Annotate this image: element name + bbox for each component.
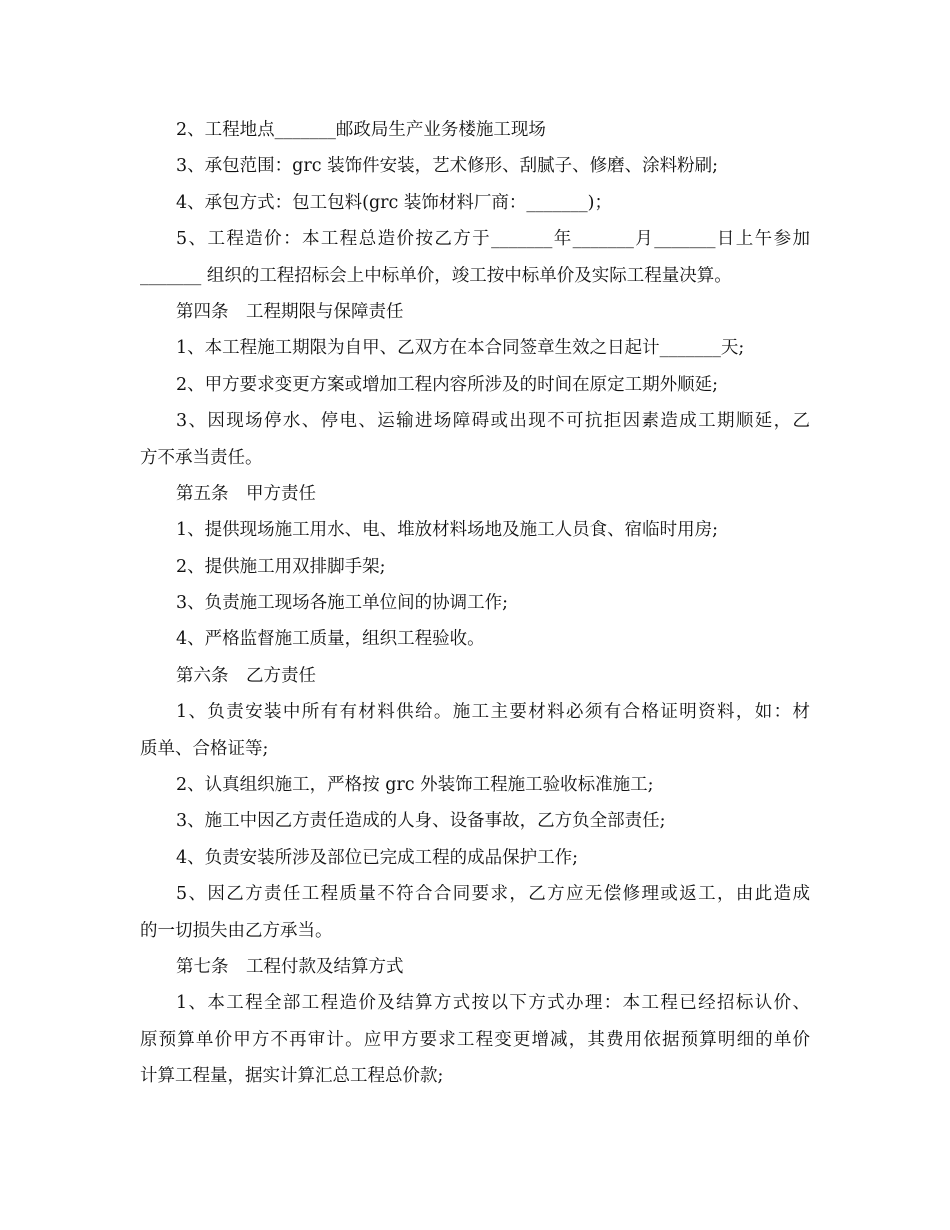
clause-line: 4、严格监督施工质量，组织工程验收。: [176, 629, 485, 650]
clause-line: 3、施工中因乙方责任造成的人身、设备事故，乙方负全部责任;: [176, 811, 666, 832]
clause-line: 5、工程造价：本工程总造价按乙方于_______年_______月_______日上午参加: [176, 229, 810, 250]
article-heading: 第七条 工程付款及结算方式: [176, 956, 404, 977]
clause-line: 质单、合格证等;: [140, 738, 269, 759]
clause-line: 原预算单价甲方不再审计。应甲方要求工程变更增减，其费用依据预算明细的单价: [140, 1029, 810, 1050]
clause-line: 2、甲方要求变更方案或增加工程内容所涉及的时间在原定工期外顺延;: [176, 374, 719, 395]
clause-line: 4、负责安装所涉及部位已完成工程的成品保护工作;: [176, 847, 579, 868]
clause-line: 1、提供现场施工用水、电、堆放材料场地及施工人员食、宿临时用房;: [176, 520, 719, 541]
clause-line: 的一切损失由乙方承当。: [140, 920, 333, 941]
article-heading: 第五条 甲方责任: [176, 483, 316, 504]
clause-line: _______ 组织的工程招标会上中标单价，竣工按中标单价及实际工程量决算。: [140, 265, 732, 286]
clause-line: 1、本工程施工期限为自甲、乙双方在本合同签章生效之日起计_______天;: [176, 338, 745, 359]
clause-line: 4、承包方式：包工包料(grc 装饰材料厂商：_______)；: [176, 192, 612, 213]
clause-line: 1、本工程全部工程造价及结算方式按以下方式办理：本工程已经招标认价、: [176, 993, 810, 1014]
clause-line: 方不承当责任。: [140, 447, 263, 468]
clause-line: 3、负责施工现场各施工单位间的协调工作;: [176, 593, 509, 614]
clause-line: 5、因乙方责任工程质量不符合合同要求，乙方应无偿修理或返工，由此造成: [176, 884, 810, 905]
clause-line: 计算工程量，据实计算汇总工程总价款;: [140, 1066, 444, 1087]
article-heading: 第六条 乙方责任: [176, 665, 316, 686]
clause-line: 2、工程地点_______邮政局生产业务楼施工现场: [176, 120, 546, 140]
clause-line: 2、提供施工用双排脚手架;: [176, 556, 386, 577]
document-page: [140, 112, 810, 1095]
article-heading: 第四条 工程期限与保障责任: [176, 301, 404, 322]
clause-line: 1、负责安装中所有有材料供给。施工主要材料必须有合格证明资料，如：材: [176, 702, 810, 723]
clause-line: 2、认真组织施工，严格按 grc 外装饰工程施工验收标准施工;: [176, 775, 654, 796]
clause-line: 3、因现场停水、停电、运输进场障碍或出现不可抗拒因素造成工期顺延，乙: [176, 411, 810, 432]
clause-line: 3、承包范围：grc 装饰件安装，艺术修形、刮腻子、修磨、涂料粉刷;: [176, 156, 718, 177]
